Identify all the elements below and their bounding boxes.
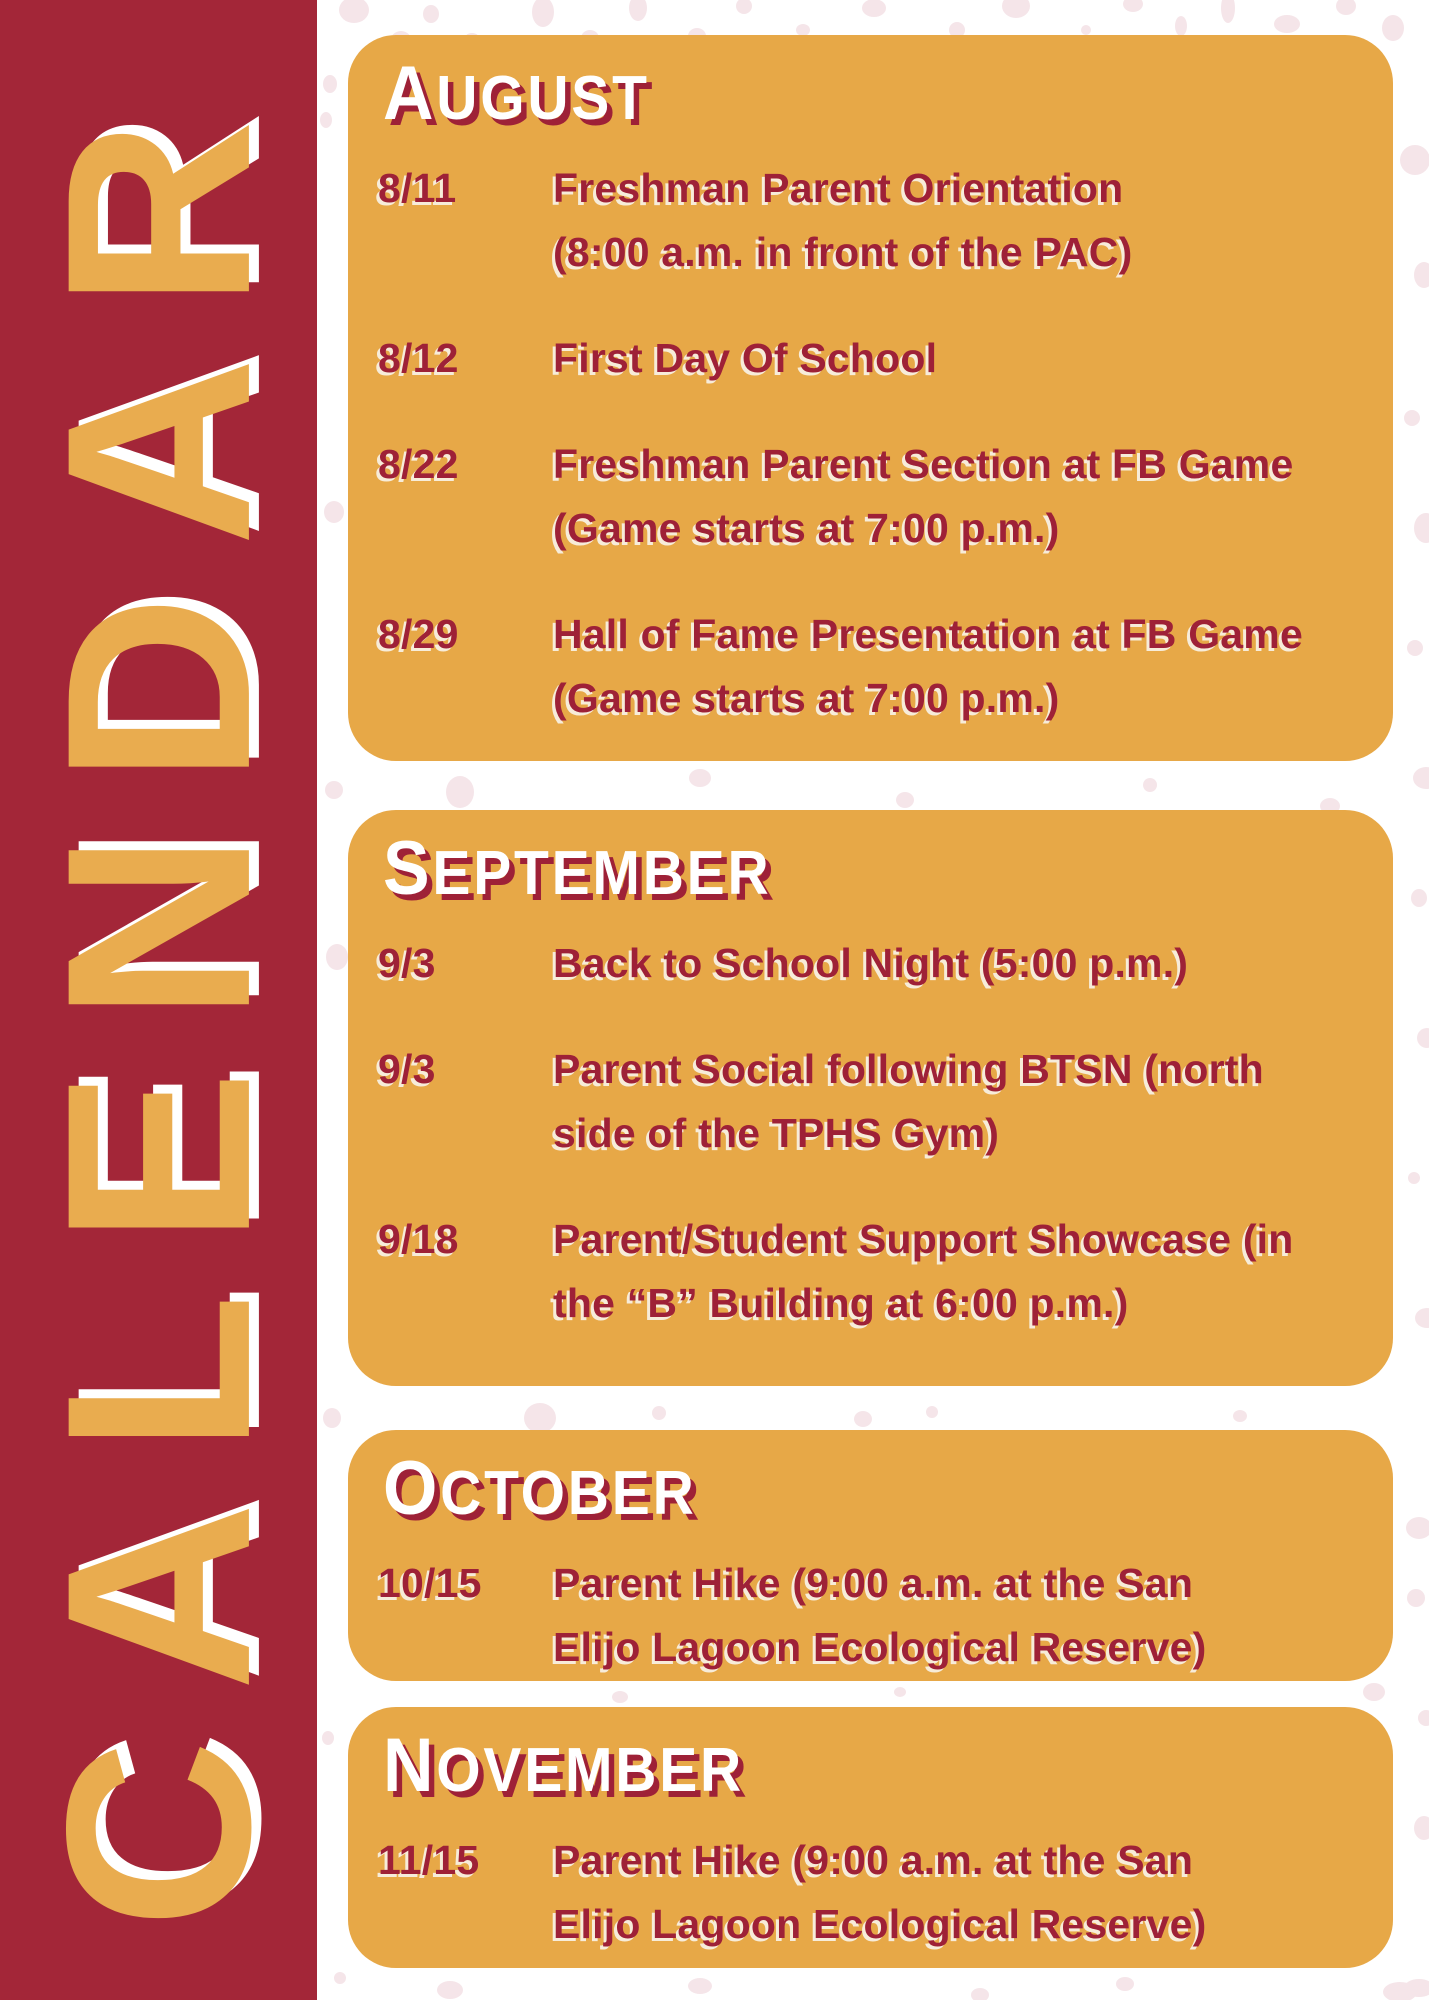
- month-initial: A: [383, 51, 437, 136]
- event-row: [378, 931, 1358, 995]
- month-card-august: [348, 35, 1393, 761]
- event-row: [378, 1037, 1358, 1165]
- event-line: Parent/Student Support Showcase (in: [553, 1216, 1294, 1262]
- month-rest: UGUST: [436, 64, 650, 133]
- month-heading: [383, 1446, 1280, 1531]
- event-date: 9/3: [378, 1046, 436, 1092]
- event-line: Freshman Parent Section at FB Game: [553, 441, 1294, 487]
- month-rest: CTOBER: [440, 1459, 697, 1528]
- event-line: Back to School Night (5:00 p.m.): [553, 940, 1189, 986]
- month-card-october: [348, 1430, 1393, 1681]
- event-line: (8:00 a.m. in front of the PAC): [553, 229, 1133, 275]
- event-line: Elijo Lagoon Ecological Reserve): [553, 1901, 1207, 1947]
- event-line: Freshman Parent Orientation: [553, 165, 1124, 211]
- vertical-calendar-title: CALENDAR: [11, 71, 305, 1929]
- event-description: [553, 602, 1358, 730]
- event-date: 8/12: [378, 335, 459, 381]
- month-rest: EPTEMBER: [432, 839, 772, 908]
- month-heading: [383, 826, 1280, 911]
- event-date: 8/29: [378, 611, 459, 657]
- event-description: [553, 931, 1358, 995]
- event-date: 10/15: [378, 1560, 482, 1606]
- event-description: [553, 326, 1358, 390]
- event-row: [378, 326, 1358, 390]
- event-row: [378, 432, 1358, 560]
- event-date: 8/11: [378, 165, 457, 211]
- event-row: [378, 1551, 1358, 1679]
- event-description: [553, 156, 1358, 284]
- month-heading: [383, 1723, 1280, 1808]
- event-line: First Day Of School: [553, 335, 938, 381]
- month-initial: O: [383, 1446, 441, 1531]
- month-card-november: [348, 1707, 1393, 1968]
- event-description: [553, 1037, 1358, 1165]
- event-description: [553, 1828, 1358, 1956]
- month-rest: OVEMBER: [436, 1736, 744, 1805]
- month-card-september: [348, 810, 1393, 1386]
- event-line: (Game starts at 7:00 p.m.): [553, 505, 1060, 551]
- event-line: (Game starts at 7:00 p.m.): [553, 675, 1060, 721]
- event-line: Elijo Lagoon Ecological Reserve): [553, 1624, 1207, 1670]
- month-heading: [383, 51, 1280, 136]
- event-line: Parent Hike (9:00 a.m. at the San: [553, 1560, 1194, 1606]
- event-row: [378, 602, 1358, 730]
- month-initial: N: [383, 1723, 437, 1808]
- event-line: side of the TPHS Gym): [553, 1110, 1000, 1156]
- event-date: 9/3: [378, 940, 436, 986]
- month-initial: S: [383, 826, 433, 911]
- event-description: [553, 432, 1358, 560]
- event-row: [378, 1207, 1358, 1335]
- event-line: the “B” Building at 6:00 p.m.): [553, 1280, 1129, 1326]
- event-line: Parent Social following BTSN (north: [553, 1046, 1264, 1092]
- event-date: 8/22: [378, 441, 459, 487]
- sidebar: [0, 0, 317, 2000]
- event-row: [378, 156, 1358, 284]
- event-date: 11/15: [378, 1837, 480, 1883]
- event-description: [553, 1551, 1358, 1679]
- event-line: Parent Hike (9:00 a.m. at the San: [553, 1837, 1194, 1883]
- event-row: [378, 1828, 1358, 1956]
- event-date: 9/18: [378, 1216, 459, 1262]
- event-description: [553, 1207, 1358, 1335]
- event-line: Hall of Fame Presentation at FB Game: [553, 611, 1303, 657]
